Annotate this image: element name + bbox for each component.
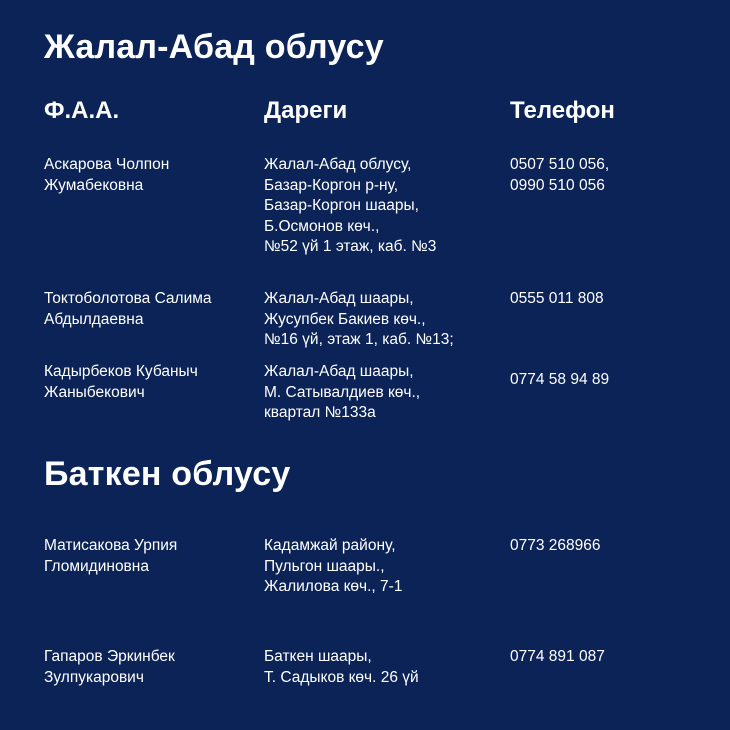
contact-name: Токтоболотова Салима Абдылдаевна	[44, 290, 212, 328]
column-header-address: Дареги	[264, 97, 348, 124]
contact-phone: 0774 58 94 89	[510, 371, 610, 388]
contact-phone: 0555 011 808	[510, 290, 604, 307]
contact-address: Баткен шаары, Т. Садыков көч. 26 үй	[264, 648, 419, 686]
contact-address: Жалал-Абад облусу, Базар-Коргон р-ну, Базар-Коргон шаары, Б.Осмонов көч., №52 үй 1 этаж, каб. №3	[264, 156, 437, 255]
column-header-name: Ф.А.А.	[44, 97, 120, 124]
contact-phone: 0773 268966	[510, 537, 601, 554]
section-title-jalal-abad: Жалал-Абад облусу	[44, 28, 384, 66]
section-title-batken: Баткен облусу	[44, 455, 291, 493]
contact-name: Аскарова Чолпон Жумабековна	[44, 156, 170, 194]
contact-address: Жалал-Абад шаары, Жусупбек Бакиев көч., №16 үй, этаж 1, каб. №13;	[264, 290, 454, 348]
contact-address: Кадамжай району, Пульгон шаары., Жалилова көч., 7-1	[264, 537, 403, 595]
contact-phone: 0774 891 087	[510, 648, 605, 665]
contact-name: Гапаров Эркинбек Зулпукарович	[44, 648, 175, 686]
contact-phone: 0507 510 056, 0990 510 056	[510, 156, 610, 194]
column-header-phone: Телефон	[510, 97, 615, 124]
contact-name: Кадырбеков Кубаныч Жаныбекович	[44, 363, 198, 401]
contact-name: Матисакова Урпия Гломидиновна	[44, 537, 178, 575]
contact-address: Жалал-Абад шаары, М. Сатывалдиев көч., квартал №133а	[264, 363, 421, 421]
